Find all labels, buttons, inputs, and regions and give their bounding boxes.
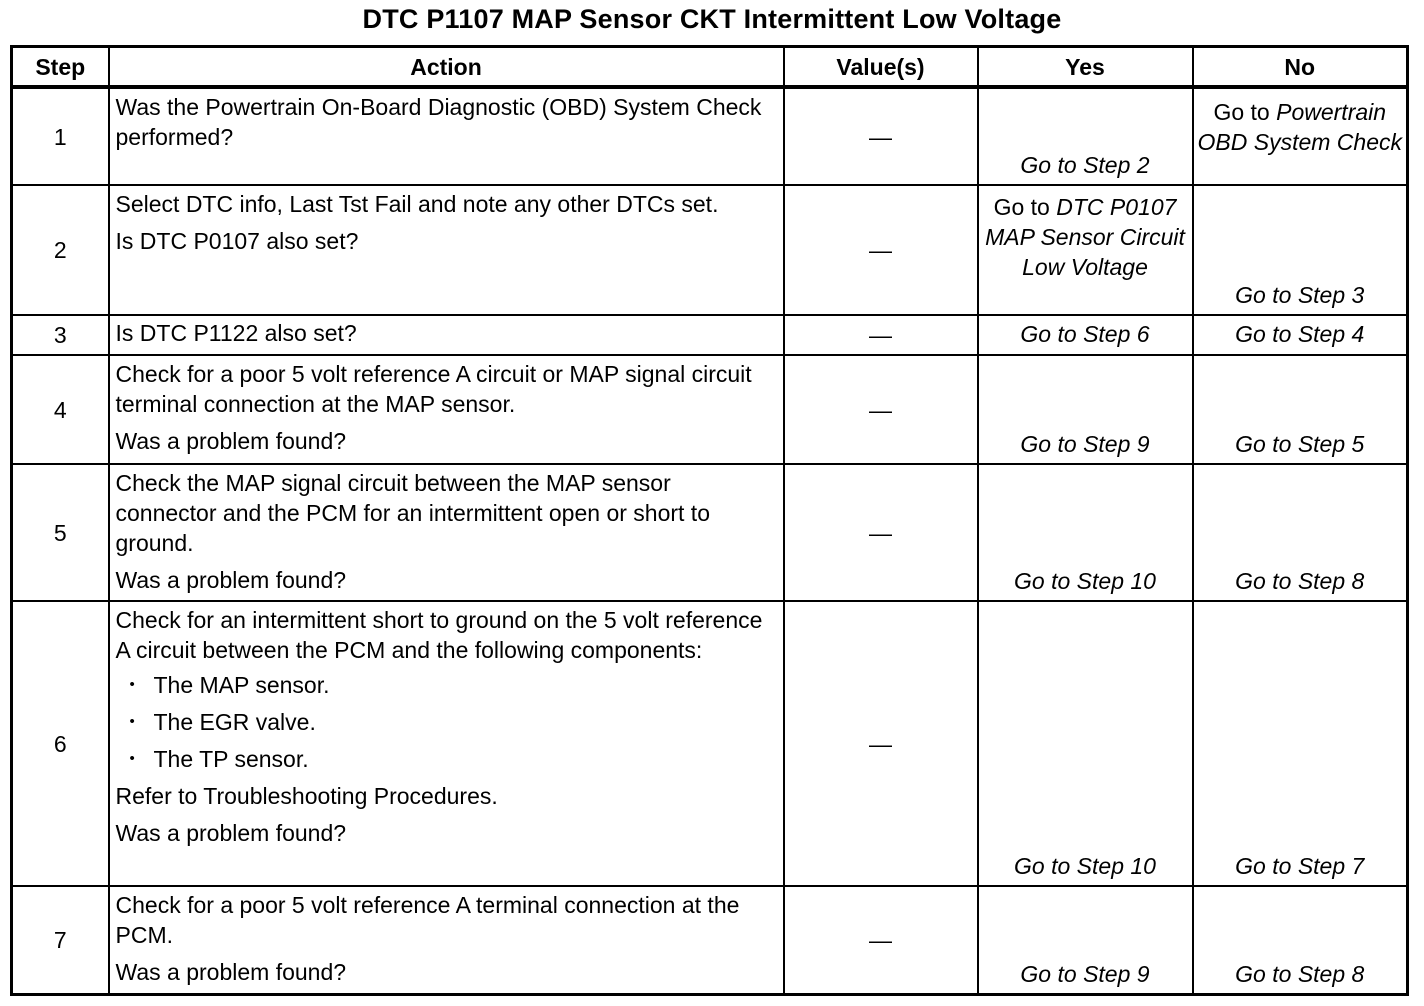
action-question: Was a problem found? — [115, 820, 347, 846]
step-number: 1 — [12, 87, 109, 185]
value-cell: — — [784, 315, 978, 355]
step-number: 6 — [12, 601, 109, 886]
step-number: 3 — [12, 315, 109, 355]
table-row — [12, 886, 1408, 994]
step-number: 4 — [12, 355, 109, 464]
step-number: 5 — [12, 464, 109, 601]
action-cell — [109, 315, 784, 355]
yes-cell — [978, 185, 1193, 315]
value-cell: — — [784, 464, 978, 601]
action-cell — [109, 886, 784, 994]
action-text: Was the Powertrain On-Board Diagnostic (OBD) System Check performed? — [115, 94, 762, 150]
yes-cell: Go to Step 9 — [978, 355, 1193, 464]
action-cell — [109, 87, 784, 185]
no-cell: Go to Step 5 — [1193, 355, 1408, 464]
action-question: Is DTC P0107 also set? — [115, 228, 359, 254]
yes-cell: Go to Step 10 — [978, 601, 1193, 886]
header-values: Value(s) — [784, 47, 978, 88]
yes-target: DTC P0107 MAP Sensor Circuit Low Voltage — [985, 194, 1185, 280]
yes-cell: Go to Step 2 — [978, 87, 1193, 185]
value-cell: — — [784, 886, 978, 994]
no-cell: Go to Step 3 — [1193, 185, 1408, 315]
component-list — [116, 670, 777, 774]
action-question: Was a problem found? — [115, 959, 347, 985]
action-reference: Refer to Troubleshooting Procedures. — [115, 783, 498, 809]
list-item: • The EGR valve. — [154, 707, 777, 737]
action-text: Is DTC P1122 also set? — [115, 320, 357, 346]
table-row — [12, 355, 1408, 464]
value-cell: — — [784, 185, 978, 315]
action-text: Check the MAP signal circuit between the MAP sensor connector and the PCM for an intermittent open or short to ground. — [115, 470, 710, 556]
table-row — [12, 601, 1408, 886]
table-row — [12, 87, 1408, 185]
action-cell — [109, 601, 784, 886]
action-cell — [109, 185, 784, 315]
action-question: Was a problem found? — [115, 428, 347, 454]
table-row — [12, 315, 1408, 355]
list-item: • The TP sensor. — [154, 744, 777, 774]
no-target: Powertrain OBD System Check — [1197, 99, 1402, 155]
no-cell: Go to Step 8 — [1193, 886, 1408, 994]
no-cell: Go to Step 8 — [1193, 464, 1408, 601]
diagnostic-table — [10, 45, 1409, 996]
value-cell: — — [784, 601, 978, 886]
action-text: Check for an intermittent short to ground on the 5 volt reference A circuit between the PCM and the following components: — [115, 607, 763, 663]
step-number: 7 — [12, 886, 109, 994]
table-header-row — [12, 47, 1408, 88]
action-text: Check for a poor 5 volt reference A terminal connection at the PCM. — [115, 892, 740, 948]
no-prefix: Go to — [1213, 99, 1270, 125]
header-no: No — [1193, 47, 1408, 88]
action-cell — [109, 355, 784, 464]
no-cell: Go to Step 7 — [1193, 601, 1408, 886]
value-cell: — — [784, 355, 978, 464]
header-yes: Yes — [978, 47, 1193, 88]
yes-cell: Go to Step 6 — [978, 315, 1193, 355]
no-cell — [1193, 87, 1408, 185]
value-cell: — — [784, 87, 978, 185]
list-item: • The MAP sensor. — [154, 670, 777, 700]
page-title: DTC P1107 MAP Sensor CKT Intermittent Low Voltage — [362, 4, 1062, 34]
no-cell: Go to Step 4 — [1193, 315, 1408, 355]
yes-cell: Go to Step 9 — [978, 886, 1193, 994]
action-text: Check for a poor 5 volt reference A circuit or MAP signal circuit terminal connection at the MAP sensor. — [115, 361, 752, 417]
table-row — [12, 185, 1408, 315]
step-number: 2 — [12, 185, 109, 315]
yes-prefix: Go to — [993, 194, 1050, 220]
header-action: Action — [109, 47, 784, 88]
yes-cell: Go to Step 10 — [978, 464, 1193, 601]
action-cell — [109, 464, 784, 601]
action-question: Was a problem found? — [115, 567, 347, 593]
table-row — [12, 464, 1408, 601]
action-text: Select DTC info, Last Tst Fail and note any other DTCs set. — [115, 191, 719, 217]
header-step: Step — [12, 47, 109, 88]
